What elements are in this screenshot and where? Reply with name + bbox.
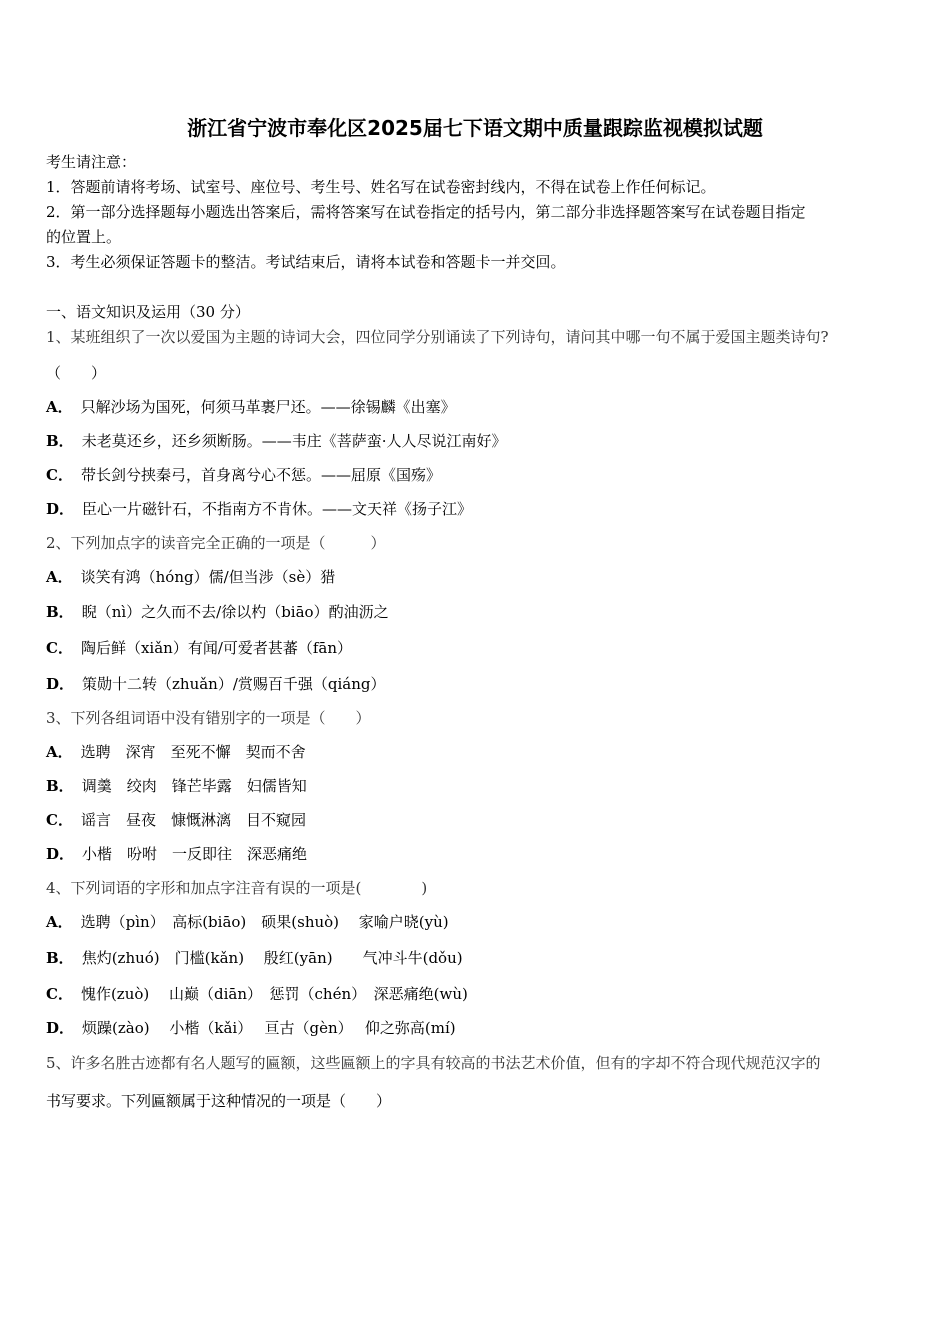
question-1-blank: （ ） bbox=[46, 364, 107, 382]
notice-item: 3．考生必须保证答题卡的整洁。考试结束后，请将本试卷和答题卡一并交回。 bbox=[46, 253, 566, 271]
question-1-stem: 1、某班组织了一次以爱国为主题的诗词大会，四位同学分别诵读了下列诗句，请问其中哪一句不属于爱国主题类诗句? bbox=[46, 328, 829, 346]
q4-option-c: C． 愧作(zuò) 山巅（diān） 惩罚（chén） 深恶痛绝(wù) bbox=[46, 985, 468, 1003]
question-5-stem: 5、许多名胜古迹都有名人题写的匾额，这些匾额上的字具有较高的书法艺术价值，但有的字却不符合现代规范汉字的 bbox=[46, 1054, 821, 1072]
notice-item: 1．答题前请将考场、试室号、座位号、考生号、姓名写在试卷密封线内，不得在试卷上作任何标记。 bbox=[46, 178, 716, 196]
notice-item: 2．第一部分选择题每小题选出答案后，需将答案写在试卷指定的括号内，第二部分非选择题答案写在试卷题目指定 bbox=[46, 203, 806, 221]
q2-option-d: D． 策勋十二转（zhuǎn）/赏赐百千强（qiáng） bbox=[46, 675, 386, 693]
q3-option-c: C． 谣言 昼夜 慷慨淋漓 目不窥园 bbox=[46, 811, 306, 829]
q4-option-b: B． 焦灼(zhuó) 门槛(kǎn) 殷红(yān) 气冲斗牛(dǒu) bbox=[46, 949, 463, 967]
notice-heading: 考生请注意： bbox=[46, 153, 137, 171]
page-title: 浙江省宁波市奉化区2025届七下语文期中质量跟踪监视模拟试题 bbox=[187, 116, 763, 140]
q1-option-a: A． 只解沙场为国死，何须马革裹尸还。——徐锡麟《出塞》 bbox=[46, 398, 456, 416]
q4-option-d: D． 烦躁(zào) 小楷（kǎi） 亘古（gèn） 仰之弥高(mí) bbox=[46, 1019, 456, 1037]
q3-option-b: B． 调羹 绞肉 锋芒毕露 妇儒皆知 bbox=[46, 777, 307, 795]
q1-option-d: D． 臣心一片磁针石，不指南方不肯休。——文天祥《扬子江》 bbox=[46, 500, 473, 518]
q4-option-a: A． 选聘（pìn） 高标(biāo) 硕果(shuò) 家喻户晓(yù) bbox=[46, 913, 449, 931]
question-3-stem: 3、下列各组词语中没有错别字的一项是（ ） bbox=[46, 709, 371, 727]
question-2-stem: 2、下列加点字的读音完全正确的一项是（ ） bbox=[46, 534, 386, 552]
q3-option-d: D． 小楷 吩咐 一反即往 深恶痛绝 bbox=[46, 845, 308, 863]
section-heading: 一、语文知识及运用（30 分） bbox=[46, 303, 250, 321]
q1-option-b: B． 未老莫还乡，还乡须断肠。——韦庄《菩萨蛮·人人尽说江南好》 bbox=[46, 432, 507, 450]
q2-option-a: A． 谈笑有鸿（hóng）儒/但当涉（sè）猎 bbox=[46, 568, 336, 586]
notice-item: 的位置上。 bbox=[46, 228, 122, 246]
q3-option-a: A． 选聘 深宵 至死不懈 契而不舍 bbox=[46, 743, 306, 761]
question-5-stem-cont: 书写要求。下列匾额属于这种情况的一项是（ ） bbox=[46, 1092, 392, 1110]
q2-option-c: C． 陶后鲜（xiǎn）有闻/可爱者甚蕃（fān） bbox=[46, 639, 353, 657]
question-4-stem: 4、下列词语的字形和加点字注音有误的一项是( ) bbox=[46, 879, 428, 897]
q2-option-b: B． 睨（nì）之久而不去/徐以杓（biāo）酌油沥之 bbox=[46, 603, 389, 621]
q1-option-c: C． 带长剑兮挟秦弓，首身离兮心不惩。——屈原《国殇》 bbox=[46, 466, 441, 484]
